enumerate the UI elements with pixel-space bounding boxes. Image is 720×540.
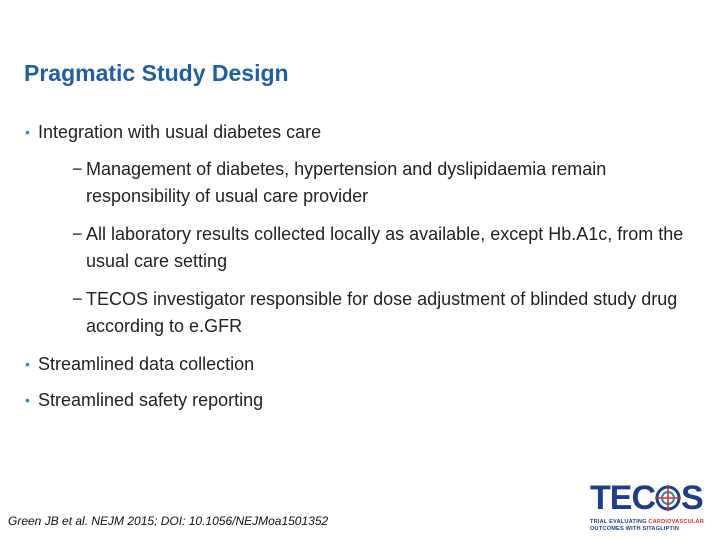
bullet-text: Streamlined safety reporting [38, 390, 264, 410]
sub-bullet-text: All laboratory results collected locally as available, except Hb.A1c, from the usual care setting [86, 224, 684, 271]
logo-word-right: S [681, 479, 703, 517]
bullet-item [24, 120, 704, 340]
bullet-dot-icon: • [25, 124, 30, 140]
logo-tagline-1a: TRIAL EVALUATING [590, 519, 649, 525]
bullet-dot-icon: • [25, 356, 30, 372]
bullet-text: Integration with usual diabetes care [38, 122, 322, 142]
logo-word-left: TEC [590, 479, 655, 517]
sub-bullet-item [38, 156, 704, 210]
bullet-dot-icon: • [25, 392, 30, 408]
slide-title: Pragmatic Study Design [24, 60, 289, 86]
logo-tagline-1 [590, 519, 704, 525]
logo-tagline-2: OUTCOMES WITH SITAGLIPTIN [590, 526, 680, 532]
dash-icon: − [72, 289, 83, 309]
bullet-item [24, 352, 704, 376]
sub-bullet-text: Management of diabetes, hypertension and dyslipidaemia remain responsibility of usual care provider [86, 159, 607, 206]
target-globe-icon [655, 485, 681, 511]
sub-bullet-text: TECOS investigator responsible for dose adjustment of blinded study drug according to e.GFR [86, 289, 678, 336]
dash-icon: − [72, 224, 83, 244]
sub-bullet-item [38, 286, 704, 340]
sub-bullet-list [38, 156, 704, 340]
sub-bullet-item [38, 221, 704, 275]
bullet-item [24, 388, 704, 412]
dash-icon: − [72, 159, 83, 179]
logo-wordmark [590, 478, 703, 518]
tecos-logo [590, 478, 710, 534]
bullet-text: Streamlined data collection [38, 354, 255, 374]
logo-tagline-1b: CARDIOVASCULAR [648, 519, 704, 525]
bullet-list [24, 120, 704, 424]
citation: Green JB et al. NEJM 2015; DOI: 10.1056/NEJMoa1501352 [8, 514, 329, 528]
